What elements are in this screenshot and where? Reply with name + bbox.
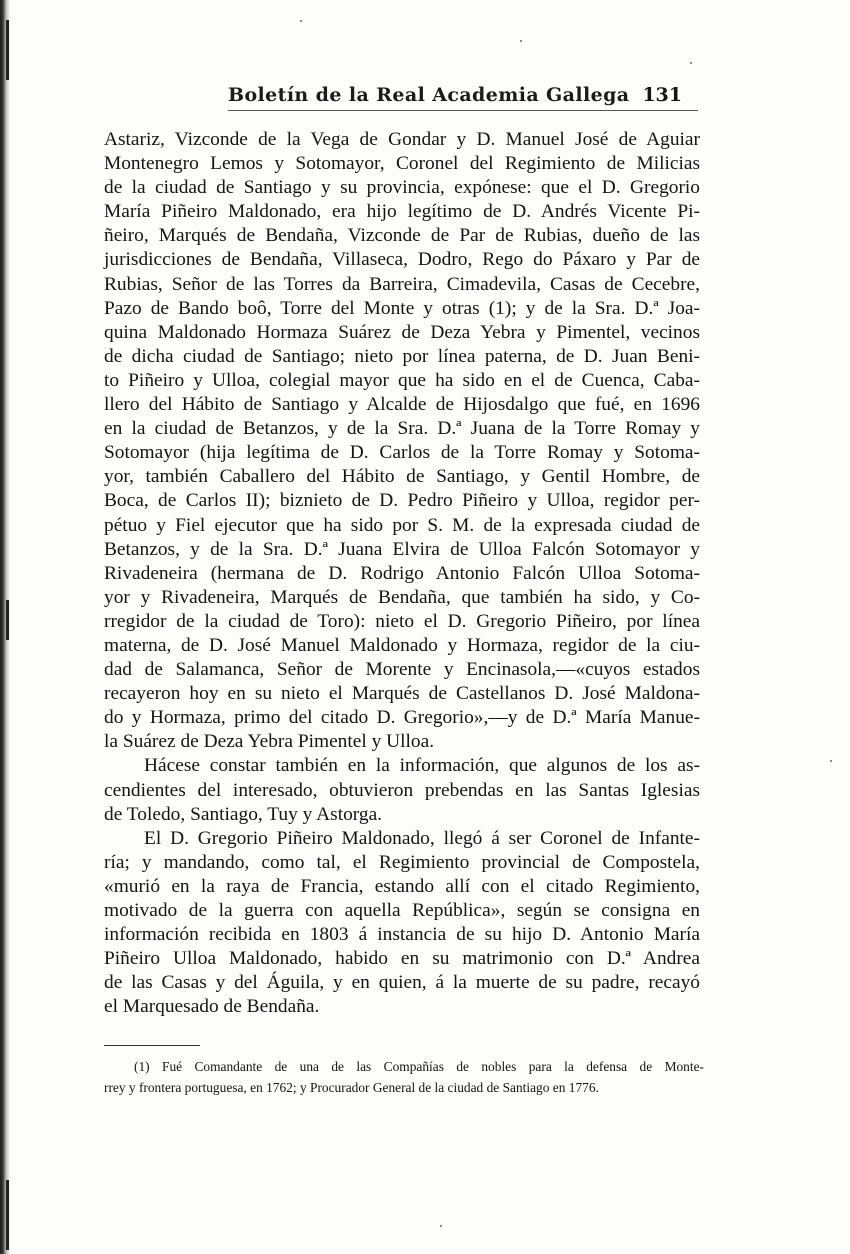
text-line: to Piñeiro y Ulloa, colegial mayor que ha sido en el de Cuenca, Caba- <box>104 369 700 391</box>
text-line: cendientes del interesado, obtuvieron prebendas en las Santas Iglesias <box>104 779 700 801</box>
scan-speck <box>830 760 832 762</box>
text-line: en la ciudad de Betanzos, y de la Sra. D.ª Juana de la Torre Romay y <box>104 418 700 440</box>
text-line: rregidor de la ciudad de Toro): nieto el D. Gregorio Piñeiro, por línea <box>104 610 700 632</box>
text-line: quina Maldonado Hormaza Suárez de Deza Yebra y Pimentel, vecinos <box>104 321 700 343</box>
running-title: Boletín de la Real Academia Gallega <box>228 84 630 106</box>
footnotes <box>104 1056 704 1098</box>
text-line: yor y Rivadeneira, Marqués de Bendaña, que también ha sido, y Co- <box>104 586 700 608</box>
body-text <box>104 128 700 1019</box>
text-line: María Piñeiro Maldonado, era hijo legítimo de D. Andrés Vicente Pi- <box>104 201 700 223</box>
text-line: información recibida en 1803 á instancia de su hijo D. Antonio María <box>104 924 700 946</box>
text-line: ría; y mandando, como tal, el Regimiento provincial de Compostela, <box>104 851 700 873</box>
binding-mark <box>6 20 9 80</box>
text-line: Betanzos, y de la Sra. D.ª Juana Elvira de Ulloa Falcón Sotomayor y <box>104 538 700 560</box>
text-line: do y Hormaza, primo del citado D. Gregorio»,—y de D.ª María Manue- <box>104 707 700 729</box>
text-line: El D. Gregorio Piñeiro Maldonado, llegó á ser Coronel de Infante- <box>144 827 700 849</box>
header-rule <box>228 110 698 111</box>
binding-mark <box>6 600 9 640</box>
text-line: llero del Hábito de Santiago y Alcalde de Hijosdalgo que fué, en 1696 <box>104 394 700 416</box>
text-line: Piñeiro Ulloa Maldonado, habido en su matrimonio con D.ª Andrea <box>104 948 700 970</box>
footnote-line: (1) Fué Comandante de una de las Compañías de nobles para la defensa de Monte- <box>134 1059 704 1074</box>
text-line: Montenegro Lemos y Sotomayor, Coronel del Regimiento de Milicias <box>104 153 700 175</box>
text-line: de dicha ciudad de Santiago; nieto por línea paterna, de D. Juan Beni- <box>104 345 700 367</box>
scan-speck <box>520 40 522 42</box>
footnote-rule <box>104 1045 200 1046</box>
text-line: «murió en la raya de Francia, estando allí con el citado Regimiento, <box>104 875 700 897</box>
text-line: yor, también Caballero del Hábito de Santiago, y Gentil Hombre, de <box>104 466 700 488</box>
binding-mark <box>6 1180 9 1250</box>
text-line: Astariz, Vizconde de la Vega de Gondar y D. Manuel José de Aguiar <box>104 129 700 150</box>
text-line: pétuo y Fiel ejecutor que ha sido por S. M. de la expresada ciudad de <box>104 514 700 536</box>
text-line: Sotomayor (hija legítima de D. Carlos de la Torre Romay y Sotoma- <box>104 442 700 464</box>
scan-speck <box>440 1225 442 1227</box>
scan-speck <box>690 62 692 64</box>
text-line: Boca, de Carlos II); biznieto de D. Pedro Piñeiro y Ulloa, regidor per- <box>104 490 700 512</box>
text-line: materna, de D. José Manuel Maldonado y Hormaza, regidor de la ciu- <box>104 634 700 656</box>
footnote-line: rrey y frontera portuguesa, en 1762; y Procurador General de la ciudad de Santiago en 1776. <box>104 1080 599 1095</box>
text-line: el Marquesado de Bendaña. <box>104 996 320 1018</box>
page-number: 131 <box>642 84 682 106</box>
text-line: de Toledo, Santiago, Tuy y Astorga. <box>104 803 383 825</box>
text-line: recayeron hoy en su nieto el Marqués de Castellanos D. José Maldona- <box>104 683 700 705</box>
text-line: dad de Salamanca, Señor de Morente y Encinasola,—«cuyos estados <box>104 659 700 681</box>
text-line: de las Casas y del Águila, y en quien, á la muerte de su padre, recayó <box>104 972 700 994</box>
text-line: Hácese constar también en la información, que algunos de los as- <box>144 755 700 777</box>
scan-speck <box>300 20 302 22</box>
text-line: jurisdicciones de Bendaña, Villaseca, Dodro, Rego do Páxaro y Par de <box>104 249 700 271</box>
text-line: Rubias, Señor de las Torres da Barreira, Cimadevila, Casas de Cecebre, <box>104 273 700 295</box>
text-line: motivado de la guerra con aquella República», según se consigna en <box>104 900 700 921</box>
text-line: Rivadeneira (hermana de D. Rodrigo Antonio Falcón Ulloa Sotoma- <box>104 562 700 584</box>
text-line: de la ciudad de Santiago y su provincia, expónese: que el D. Gregorio <box>104 177 700 199</box>
text-line: ñeiro, Marqués de Bendaña, Vizconde de Par de Rubias, dueño de las <box>104 225 700 247</box>
text-line: Pazo de Bando boô, Torre del Monte y otras (1); y de la Sra. D.ª Joa- <box>104 297 700 319</box>
text-line: la Suárez de Deza Yebra Pimentel y Ulloa. <box>104 731 435 753</box>
